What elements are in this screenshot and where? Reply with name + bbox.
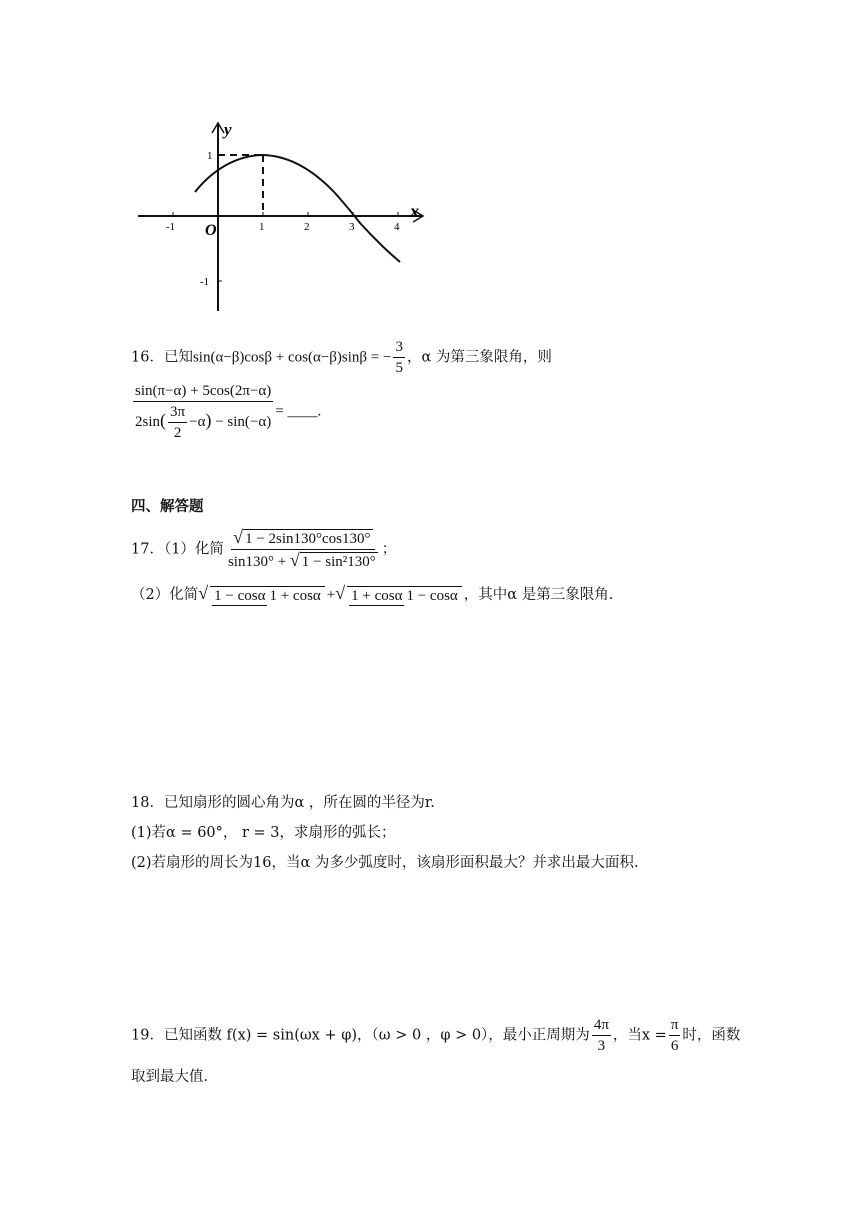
sine-curve-figure: [130, 115, 430, 315]
x-tick-label: -1: [166, 221, 176, 233]
x-tick-label: 4: [394, 221, 400, 233]
x-tick-label: 2: [304, 221, 310, 233]
q17-sqrt-fraction-b: 1 + cosα 1 − cosα: [347, 586, 462, 605]
section-title: 四、解答题: [131, 498, 204, 515]
q19-line1: 19．已知函数 f(x) = sin(ωx + φ)，（ω > 0 ，φ > 0），最小正周期为 $\frac{4\pi}{3}$ ，当x = $\frac{\pi}{6}$ 时，函数: [131, 1017, 741, 1054]
q16-intro: 已知: [163, 349, 193, 366]
equals-sign: =: [275, 403, 284, 420]
q17-part1-fraction: $\frac{√ 1 - 2\sin 130^\circ\cos 130^\circ}{\text{sin130° + √ 1 − sin²130°}}$: [227, 527, 376, 570]
q16-big-fraction: sin(π−α) + 5cos(2π−α) 2sin( $\frac{3\pi}{2}$ −α) − sin(−α): [135, 383, 272, 441]
q18-part2: (2)若扇形的周长为16，当α 为多少弧度时，该扇形面积最大？并求出最大面积.: [131, 855, 639, 871]
answer-blank: ____.: [287, 403, 322, 420]
q17-sqrt-fraction-a: 1 − cosα 1 + cosα: [210, 586, 325, 605]
q16-condition-tail: ，α 为第三象限角，则: [406, 349, 552, 366]
x-tick-label: 3: [349, 221, 355, 233]
question-number: 18．: [131, 795, 164, 811]
fraction-3-5: $\frac{3}{5}$: [395, 339, 403, 376]
period-fraction: $\frac{4\pi}{3}$: [593, 1017, 609, 1054]
q16-expression: [131, 382, 321, 442]
q16-line1: [131, 338, 552, 377]
question-number: 16．: [131, 349, 164, 366]
question-number: 17．: [131, 541, 164, 558]
q17-part2-label: （2）化简: [131, 587, 199, 603]
sine-curve: [195, 155, 400, 262]
q17-part1: 17．（1）化简 $\frac{√ 1 - 2\sin 130^\circ\cos 130^\circ}{\text{sin130° + √ 1 − sin²130°}}$ ；: [131, 527, 397, 570]
y-tick-label: -1: [200, 276, 210, 288]
q19-line2: 取到最大值.: [131, 1069, 209, 1085]
q17-part2-tail: ，其中α 是第三象限角.: [463, 587, 614, 603]
q17-part1-label: （1）化简: [163, 541, 224, 558]
q16-condition: sin(α−β)cosβ + cos(α−β)sinβ = −: [192, 349, 392, 366]
x-value-fraction: $\frac{\pi}{6}$: [670, 1017, 679, 1054]
origin-label: O: [205, 222, 217, 239]
q18-part1: (1)若α = 60°， r = 3，求扇形的弧长；: [131, 825, 396, 841]
x-axis-label: x: [410, 201, 419, 221]
y-tick-label: 1: [207, 150, 213, 162]
q17-part2: （2）化简√ 1 − cosα 1 + cosα +√ 1 + cosα 1 − cosα ，其中α 是第三象限角.: [131, 583, 614, 604]
question-number: 19．: [131, 1027, 164, 1044]
q18-stem: 18．已知扇形的圆心角为α ，所在圆的半径为r.: [131, 795, 435, 811]
y-axis-label: y: [224, 120, 232, 139]
x-tick-label: 1: [259, 221, 265, 233]
